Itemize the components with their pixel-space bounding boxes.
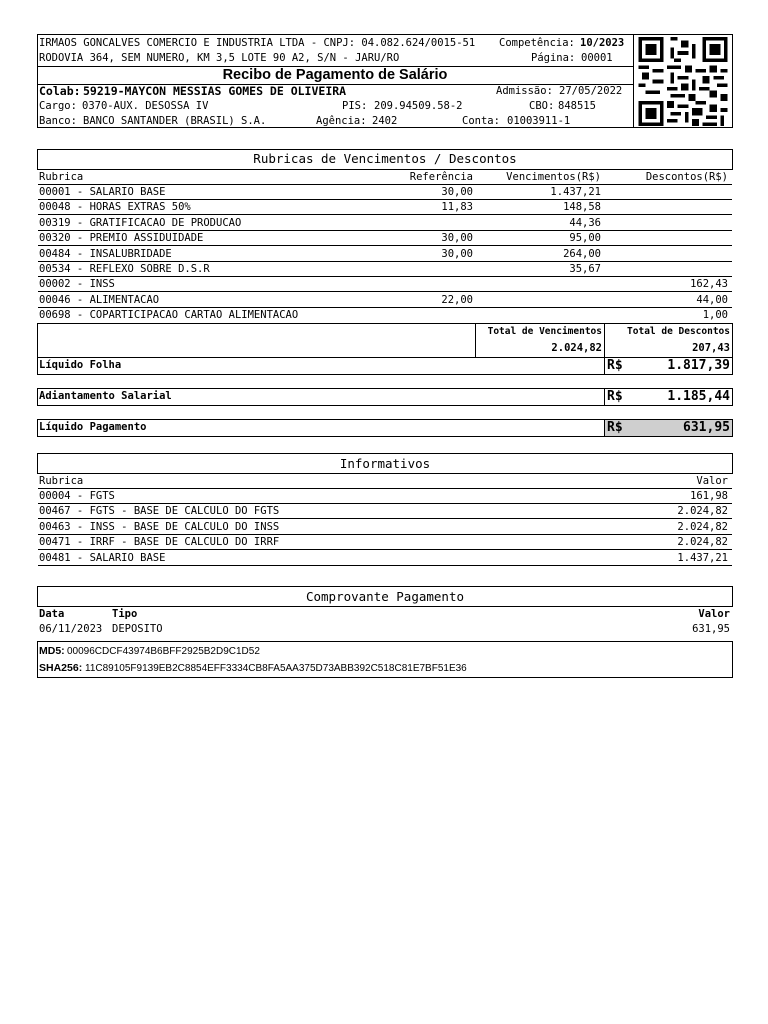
conta-label: Conta: bbox=[462, 115, 500, 127]
rubrica-row bbox=[38, 277, 732, 292]
pis-label: PIS: bbox=[342, 100, 368, 112]
pagamento-tipo: DEPOSITO bbox=[112, 623, 163, 635]
col-data: Data bbox=[39, 608, 65, 620]
informativo-rubrica: 00004 - FGTS bbox=[39, 490, 115, 502]
competencia-label: Competência: bbox=[499, 37, 575, 49]
informativo-valor: 1.437,21 bbox=[677, 551, 728, 564]
liquido-folha-box bbox=[37, 357, 733, 375]
adiantamento-label: Adiantamento Salarial bbox=[39, 390, 172, 402]
banco-value: BANCO SANTANDER (BRASIL) S.A. bbox=[83, 115, 267, 127]
liquido-folha-value: 1.817,39 bbox=[667, 358, 730, 373]
col-valor: Valor bbox=[698, 608, 730, 620]
informativo-valor: 2.024,82 bbox=[677, 536, 728, 549]
rubrica-vencimento: 44,36 bbox=[569, 216, 601, 229]
col-vencimentos: Vencimentos(R$) bbox=[506, 171, 601, 183]
informativo-valor: 161,98 bbox=[690, 490, 728, 502]
total-vencimentos-value: 2.024,82 bbox=[551, 342, 602, 354]
cargo-label: Cargo: bbox=[39, 100, 77, 112]
liquido-folha-currency: R$ bbox=[607, 358, 623, 373]
rubrica-vencimento: 35,67 bbox=[569, 263, 601, 275]
rubrica-name: 00002 - INSS bbox=[39, 278, 115, 291]
liquido-folha-label: Líquido Folha bbox=[39, 359, 122, 371]
col-referencia: Referência bbox=[409, 171, 473, 183]
cbo-label: CBO: bbox=[529, 100, 555, 112]
sha256-value: 11C89105F9139EB2C8854EFF3334CB8FA5AA375D73ABB392C518C81E7BF51E36 bbox=[85, 663, 467, 674]
rubrica-desconto: 1,00 bbox=[702, 309, 728, 322]
informativo-rubrica: 00463 - INSS - BASE DE CALCULO DO INSS bbox=[39, 520, 280, 533]
pagina-value: 00001 bbox=[581, 52, 613, 64]
col-info-rubrica: Rubrica bbox=[39, 475, 84, 487]
pagina-label: Página: bbox=[531, 52, 576, 64]
agencia-value: 2402 bbox=[372, 115, 398, 127]
rubrica-row bbox=[38, 247, 732, 262]
company-address: RODOVIA 364, SEM NUMERO, KM 3,5 LOTE 90 A2, S/N - JARU/RO bbox=[39, 52, 400, 64]
rubrica-row bbox=[38, 293, 732, 308]
rubrica-vencimento: 148,58 bbox=[563, 201, 601, 214]
rubrica-desconto: 162,43 bbox=[690, 278, 728, 291]
rubrica-referencia: 30,00 bbox=[441, 247, 473, 260]
rubrica-name: 00698 - COPARTICIPACAO CARTAO ALIMENTACAO bbox=[39, 309, 299, 322]
pis-value: 209.94509.58-2 bbox=[374, 100, 463, 112]
rubrica-name: 00484 - INSALUBRIDADE bbox=[39, 247, 172, 260]
admissao-label: Admissão: bbox=[496, 85, 553, 97]
rubrica-name: 00046 - ALIMENTACAO bbox=[39, 293, 160, 306]
informativo-row bbox=[38, 520, 732, 535]
informativos-header-row bbox=[38, 474, 732, 489]
liquido-pagamento-currency: R$ bbox=[607, 420, 623, 435]
informativo-row bbox=[38, 504, 732, 519]
company-name: IRMAOS GONCALVES COMERCIO E INDUSTRIA LTDA - CNPJ: 04.082.624/0015-51 bbox=[39, 37, 476, 49]
page-title: Recibo de Pagamento de Salário bbox=[222, 67, 448, 83]
informativo-rubrica: 00471 - IRRF - BASE DE CALCULO DO IRRF bbox=[39, 536, 280, 549]
liquido-pagamento-value: 631,95 bbox=[683, 420, 730, 435]
total-descontos-value: 207,43 bbox=[692, 342, 730, 354]
colab-value: 59219-MAYCON MESSIAS GOMES DE OLIVEIRA bbox=[83, 84, 347, 98]
rubrica-row bbox=[38, 216, 732, 231]
cbo-value: 848515 bbox=[558, 100, 596, 112]
informativos-title: Informativos bbox=[339, 456, 431, 471]
adiantamento-value: 1.185,44 bbox=[667, 389, 730, 404]
informativo-row bbox=[38, 535, 732, 550]
rubrica-vencimento: 264,00 bbox=[563, 247, 601, 260]
rubrica-vencimento: 95,00 bbox=[569, 232, 601, 245]
banco-label: Banco: bbox=[39, 115, 77, 127]
rubrica-desconto: 44,00 bbox=[696, 293, 728, 306]
informativo-rubrica: 00467 - FGTS - BASE DE CALCULO DO FGTS bbox=[39, 505, 280, 518]
total-descontos-label: Total de Descontos bbox=[627, 326, 730, 337]
rubrica-name: 00319 - GRATIFICACAO DE PRODUCAO bbox=[39, 216, 242, 229]
rubrica-referencia: 11,83 bbox=[441, 201, 473, 214]
liquido-pagamento-label: Líquido Pagamento bbox=[39, 421, 147, 433]
rubrica-vencimento: 1.437,21 bbox=[550, 186, 601, 198]
rubricas-header-row bbox=[38, 170, 732, 185]
col-rubrica: Rubrica bbox=[39, 171, 84, 183]
total-vencimentos-label: Total de Vencimentos bbox=[487, 326, 602, 337]
rubrica-row bbox=[38, 185, 732, 200]
col-descontos: Descontos(R$) bbox=[645, 171, 728, 183]
rubrica-row bbox=[38, 200, 732, 215]
rubrica-name: 00534 - REFLEXO SOBRE D.S.R bbox=[39, 263, 210, 275]
rubrica-row bbox=[38, 262, 732, 277]
informativo-valor: 2.024,82 bbox=[677, 505, 728, 518]
rubrica-referencia: 30,00 bbox=[441, 186, 473, 198]
col-info-valor: Valor bbox=[696, 475, 728, 487]
qr-code-icon bbox=[636, 37, 730, 126]
informativo-valor: 2.024,82 bbox=[677, 520, 728, 533]
rubrica-row bbox=[38, 231, 732, 246]
colab-label: Colab: bbox=[39, 84, 81, 98]
md5-value: 00096CDCF43974B6BFF2925B2D9C1D52 bbox=[67, 646, 260, 657]
agencia-label: Agência: bbox=[316, 115, 367, 127]
comprovante-title: Comprovante Pagamento bbox=[305, 589, 465, 604]
rubrica-row bbox=[38, 308, 732, 323]
conta-value: 01003911-1 bbox=[507, 115, 571, 127]
md5-label: MD5: bbox=[39, 645, 65, 657]
adiantamento-currency: R$ bbox=[607, 389, 623, 404]
pagamento-valor: 631,95 bbox=[692, 623, 730, 635]
col-tipo: Tipo bbox=[112, 608, 138, 620]
admissao-value: 27/05/2022 bbox=[559, 85, 623, 97]
rubricas-title: Rubricas de Vencimentos / Descontos bbox=[253, 151, 517, 166]
informativo-row bbox=[38, 489, 732, 504]
pagamento-data: 06/11/2023 bbox=[39, 623, 103, 635]
rubrica-referencia: 30,00 bbox=[441, 232, 473, 245]
rubrica-name: 00320 - PREMIO ASSIDUIDADE bbox=[39, 232, 204, 245]
rubrica-name: 00048 - HORAS EXTRAS 50% bbox=[39, 201, 191, 214]
sha256-label: SHA256: bbox=[39, 662, 83, 674]
cargo-value: 0370-AUX. DESOSSA IV bbox=[82, 100, 209, 112]
informativo-rubrica: 00481 - SALARIO BASE bbox=[39, 551, 166, 564]
informativo-row bbox=[38, 551, 732, 566]
competencia-value: 10/2023 bbox=[580, 37, 625, 49]
rubrica-name: 00001 - SALARIO BASE bbox=[39, 186, 166, 198]
rubrica-referencia: 22,00 bbox=[441, 293, 473, 306]
